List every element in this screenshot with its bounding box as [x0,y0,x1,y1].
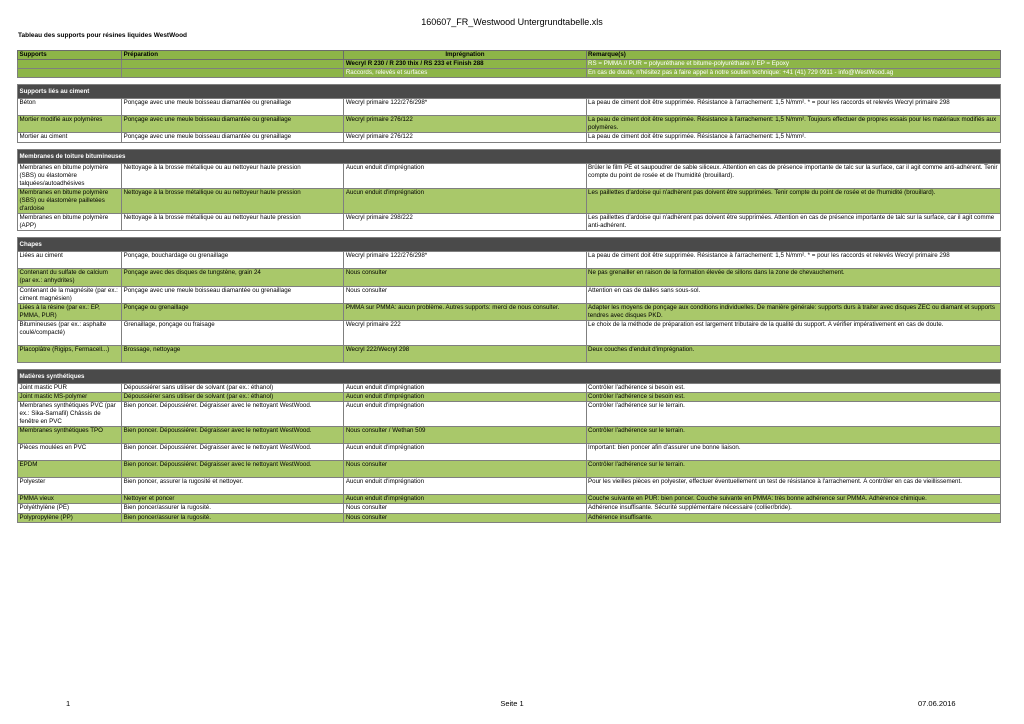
remarque-cell: Contrôler l'adhérence si besoin est. [586,383,1000,392]
impregnation-cell: Aucun enduit d'imprégnation [344,478,586,495]
impregnation-cell: Wecryl 222/Wecryl 298 [344,345,586,362]
table-row [18,252,1001,269]
table-row [18,495,1001,504]
support-cell: Liées au ciment [18,252,122,269]
table-row [18,133,1001,142]
preparation-cell: Grenaillage, ponçage ou fraisage [122,320,344,345]
preparation-cell: Ponçage avec une meule boisseau diamantée ou grenaillage [122,116,344,133]
preparation-cell: Bien poncer/assurer la rugosité. [122,504,344,513]
preparation-cell: Nettoyage à la brosse métallique ou au nettoyeur haute pression [122,214,344,231]
remarque-cell: Contrôler l'adhérence si besoin est. [586,392,1000,401]
table-row [18,214,1001,231]
sheet-label: Seite 1 [500,699,524,708]
support-cell: PMMA vieux [18,495,122,504]
preparation-cell: Nettoyage à la brosse métallique ou au nettoyeur haute pression [122,188,344,213]
support-cell: Joint mastic MS-polymer [18,392,122,401]
support-cell: Polyéthylène (PE) [18,504,122,513]
header-remarques: Remarque(s) [586,51,1000,60]
support-cell: Contenant du sulfate de calcium (par ex.: anhydrites) [18,269,122,286]
supports-table [17,50,1001,523]
impregnation-cell: Nous consulter [344,286,586,303]
remarque-cell: Contrôler l'adhérence sur le terrain. [586,461,1000,478]
preparation-cell: Ponçage, bouchardage ou grenaillage [122,252,344,269]
document-title: Tableau des supports pour résines liquides WestWood [18,32,188,39]
support-cell: Béton [18,99,122,116]
remarque-cell: Les paillettes d'ardoise qui n'adhèrent pas doivent être supprimées. Attention en cas de présence importante de talc sur la surface, car il agit comme anti-adhérent. [586,214,1000,231]
support-cell: Liées à la résine (par ex.: EP, PMMA, PUR) [18,303,122,320]
remarque-cell: Brûler le film PE et saupoudrer de sable siliceux. Attention en cas de présence importante de talc sur la surface, car il agit comme anti-adhérent. Tenir compte du point de rosée et de l'humidité (brouillard). [586,163,1000,188]
support-cell: Placoplâtre (Rigips, Fermacell...) [18,345,122,362]
preparation-cell: Bien poncer. Dépoussiérer. Dégraisser avec le nettoyant WestWood. [122,461,344,478]
support-cell: Contenant de la magnésite (par ex.: ciment magnésien) [18,286,122,303]
impregnation-cell: Wecryl primaire 276/122 [344,133,586,142]
preparation-cell: Ponçage avec des disques de tungstène, grain 24 [122,269,344,286]
preparation-cell: Ponçage avec une meule boisseau diamantée ou grenaillage [122,99,344,116]
preparation-cell: Bien poncer. Dépoussiérer. Dégraisser avec le nettoyant WestWood. [122,402,344,427]
remarque-cell: La peau de ciment doit être supprimée. Résistance à l'arrachement: 1,5 N/mm². * = pour les raccords et relevés Wecryl primaire 298 [586,252,1000,269]
impregnation-cell: Nous consulter [344,269,586,286]
table-row [18,427,1001,444]
remarque-cell: La peau de ciment doit être supprimée. Résistance à l'arrachement: 1,5 N/mm². [586,133,1000,142]
table-row [18,402,1001,427]
preparation-cell: Bien poncer. Dépoussiérer. Dégraisser avec le nettoyant WestWood. [122,427,344,444]
preparation-cell: Dépoussiérer sans utiliser de solvant (par ex.: éthanol) [122,392,344,401]
table-row [18,163,1001,188]
impregnation-cell: Wecryl primaire 222 [344,320,586,345]
support-cell: Membranes en bitume polymère (SBS) ou élastomère pailletées d'ardoise [18,188,122,213]
impregnation-cell: Aucun enduit d'imprégnation [344,383,586,392]
table-row [18,320,1001,345]
support-cell: Membranes synthétiques PVC (par ex.: Sika-Sarnafil) Châssis de fenêtre en PVC [18,402,122,427]
section-ciment: Supports liés au ciment [18,85,1001,99]
preparation-cell: Bien poncer/assurer la rugosité. [122,513,344,522]
impregnation-cell: Nous consulter / Wethan 509 [344,427,586,444]
impregnation-cell: Nous consulter [344,504,586,513]
impregnation-cell: PMMA sur PMMA: aucun problème. Autres supports: merci de nous consulter. [344,303,586,320]
header-preparation: Préparation [122,51,344,60]
remarque-cell: Attention en cas de dalles sans sous-sol. [586,286,1000,303]
support-cell: Membranes synthétiques TPO [18,427,122,444]
impregnation-products: Wecryl R 230 / R 230 thix / RS 233 et Finish 288 [344,60,586,69]
remarque-cell: Le choix de la méthode de préparation est largement tributaire de la qualité du support. A vérifier impérativement en cas de doute. [586,320,1000,345]
impregnation-cell: Wecryl primaire 122/276/298* [344,99,586,116]
abbreviation-legend: RS = PMMA // PUR = polyuréthane et bitume-polyuréthane // EP = Epoxy [586,60,1000,69]
page-header: 160607_FR_Westwood Untergrundtabelle.xls [421,17,603,27]
impregnation-note: Raccords, relevés et surfaces [344,69,586,78]
remarque-cell: Adhérence insuffisante. Sécurité supplémentaire nécessaire (collier/bride). [586,504,1000,513]
table-row [18,383,1001,392]
support-cell: Pièces moulées en PVC [18,444,122,461]
impregnation-cell: Nous consulter [344,513,586,522]
header-row [18,51,1001,60]
table-row [18,286,1001,303]
support-cell: Mortier modifié aux polymères [18,116,122,133]
support-cell: Membranes en bitume polymère (SBS) ou élastomère talquées/autoadhésives [18,163,122,188]
page-number: 1 [66,699,71,708]
preparation-cell: Bien poncer. Dépoussiérer. Dégraisser avec le nettoyant WestWood. [122,444,344,461]
remarque-cell: Ne pas grenailler en raison de la formation élevée de sillons dans la zone de chevauchement. [586,269,1000,286]
impregnation-cell: Aucun enduit d'imprégnation [344,163,586,188]
impregnation-cell: Wecryl primaire 298/222 [344,214,586,231]
support-cell: Polyester [18,478,122,495]
section-chapes: Chapes [18,238,1001,252]
preparation-cell: Nettoyage à la brosse métallique ou au nettoyeur haute pression [122,163,344,188]
table-row [18,303,1001,320]
table-row [18,392,1001,401]
support-cell: Mortier au ciment [18,133,122,142]
preparation-cell: Dépoussiérer sans utiliser de solvant (par ex.: éthanol) [122,383,344,392]
preparation-cell: Ponçage ou grenaillage [122,303,344,320]
header-impregnation: Imprégnation [344,51,586,60]
section-bitume: Membranes de toiture bitumineuses [18,149,1001,163]
header-row-2 [18,60,1001,69]
support-cell: Joint mastic PUR [18,383,122,392]
contact-note: En cas de doute, n'hésitez pas à faire appel à notre soutien technique: +41 (41) 729 0911 - info@WestWood.ag [586,69,1000,78]
table-row [18,504,1001,513]
remarque-cell: Adapter les moyens de ponçage aux conditions individuelles. De manière générale: supports durs à traiter avec disques ZEC ou diamant et supports tendres avec disques PKD. [586,303,1000,320]
impregnation-cell: Aucun enduit d'imprégnation [344,392,586,401]
remarque-cell: Deux couches d'enduit d'imprégnation. [586,345,1000,362]
header-supports: Supports [18,51,122,60]
remarque-cell: Pour les vieilles pièces en polyester, effectuer éventuellement un test de résistance à l'arrachement. À contrôler en cas de vieillissement. [586,478,1000,495]
header-row-3 [18,69,1001,78]
table-row [18,188,1001,213]
impregnation-cell: Nous consulter [344,461,586,478]
preparation-cell: Brossage, nettoyage [122,345,344,362]
impregnation-cell: Aucun enduit d'imprégnation [344,495,586,504]
table-row [18,478,1001,495]
remarque-cell: Les paillettes d'ardoise qui n'adhèrent pas doivent être supprimées. Tenir compte du point de rosée et de l'humidité (brouillard). [586,188,1000,213]
support-cell: Bitumineuses (par ex.: asphalte coulé/compacté) [18,320,122,345]
remarque-cell: La peau de ciment doit être supprimée. Résistance à l'arrachement: 1,5 N/mm². Toujours effectuer de propres essais pour les matériaux modifiés aux polymères. [586,116,1000,133]
impregnation-cell: Aucun enduit d'imprégnation [344,444,586,461]
table-row [18,269,1001,286]
preparation-cell: Nettoyer et poncer [122,495,344,504]
preparation-cell: Ponçage avec une meule boisseau diamantée ou grenaillage [122,286,344,303]
table-row [18,116,1001,133]
impregnation-cell: Aucun enduit d'imprégnation [344,402,586,427]
table-row [18,513,1001,522]
remarque-cell: Adhérence insuffisante. [586,513,1000,522]
impregnation-cell: Aucun enduit d'imprégnation [344,188,586,213]
print-date: 07.06.2016 [918,699,956,708]
table-row [18,444,1001,461]
table-row [18,99,1001,116]
table-row [18,461,1001,478]
support-cell: EPDM [18,461,122,478]
remarque-cell: Important: bien poncer afin d'assurer une bonne liaison. [586,444,1000,461]
remarque-cell: Contrôler l'adhérence sur le terrain. [586,402,1000,427]
preparation-cell: Ponçage avec une meule boisseau diamantée ou grenaillage [122,133,344,142]
impregnation-cell: Wecryl primaire 122/276/298* [344,252,586,269]
table-row [18,345,1001,362]
support-cell: Membranes en bitume polymère (APP) [18,214,122,231]
section-synth: Matières synthétiques [18,369,1001,383]
remarque-cell: Contrôler l'adhérence sur le terrain. [586,427,1000,444]
remarque-cell: La peau de ciment doit être supprimée. Résistance à l'arrachement: 1,5 N/mm². * = pour les raccords et relevés Wecryl primaire 298 [586,99,1000,116]
impregnation-cell: Wecryl primaire 276/122 [344,116,586,133]
support-cell: Polypropylène (PP) [18,513,122,522]
preparation-cell: Bien poncer, assurer la rugosité et nettoyer. [122,478,344,495]
remarque-cell: Couche suivante en PUR: bien poncer. Couche suivante en PMMA: très bonne adhérence sur PMMA. Adhérence chimique. [586,495,1000,504]
